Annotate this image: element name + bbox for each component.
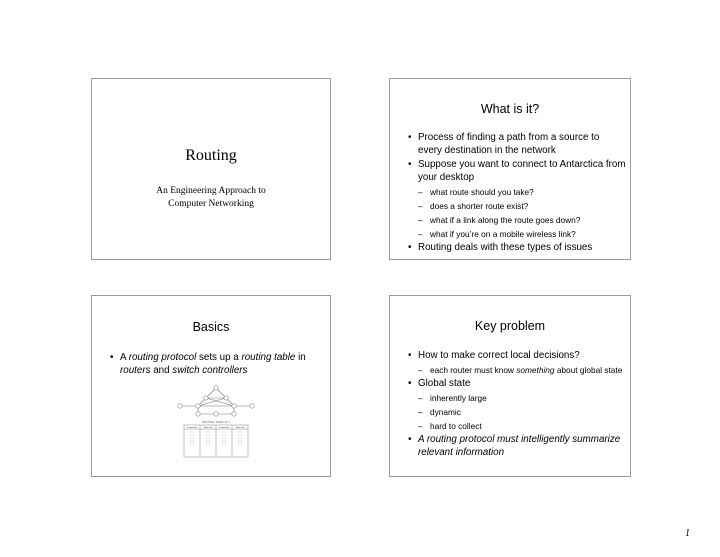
sub-bullet-item: [406, 365, 626, 376]
slide1-subtitle: [92, 185, 330, 211]
text-run: in: [295, 352, 306, 363]
text-run: A: [120, 352, 129, 363]
bullet-item: • A routing protocol must intelligently summarize relevant information: [406, 434, 626, 459]
bullet-item: [108, 352, 323, 377]
slide3-title: Basics: [192, 320, 230, 334]
sub-bullet-item: – hard to collect: [406, 420, 626, 432]
slide1-title: Routing: [185, 147, 237, 164]
sub-bullet-item: – what if you’re on a mobile wireless link?: [406, 228, 626, 240]
sub-bullet-item: – does a shorter route exist?: [406, 200, 626, 212]
sub-bullet-item: – what if a link along the route goes down?: [406, 214, 626, 226]
emphasis-run: routing table: [241, 352, 296, 363]
bullet-item: • Suppose you want to connect to Antarctica from your desktop: [406, 159, 626, 184]
text-run: each router must know: [430, 364, 517, 375]
slide2-title: What is it?: [480, 102, 540, 116]
network-diagram: [176, 384, 256, 460]
sub-bullet-item: – dynamic: [406, 406, 626, 418]
text-run: about global state: [554, 364, 623, 375]
slide-what-is-it: [389, 78, 631, 260]
emphasis-run: something: [516, 364, 555, 375]
sub-bullet-item: – inherently large: [406, 392, 626, 404]
slide-title: [91, 78, 331, 260]
text-run: sets up a: [196, 352, 242, 363]
table-header: Next hop: [203, 427, 213, 429]
slide4-bullets: [406, 350, 626, 461]
bullet-item: • How to make correct local decisions?: [406, 350, 626, 363]
slide-key-problem: [389, 295, 631, 477]
emphasis-run: switch controllers: [172, 364, 248, 376]
table-header: Destination: [218, 427, 230, 429]
subtitle-line-1: An Engineering Approach to: [156, 186, 266, 196]
table-header: Next hop: [235, 427, 245, 429]
sub-bullet-item: – what route should you take?: [406, 186, 626, 198]
emphasis-run: routers: [120, 364, 151, 376]
bullet-item: • Routing deals with these types of issues: [406, 242, 626, 255]
table-header: Destination: [186, 427, 198, 429]
slide3-bullets: [108, 352, 323, 379]
diagram-caption: ROUTING TABLE AT 1: [201, 421, 231, 424]
slide4-title: Key problem: [474, 319, 546, 333]
bullet-item: • Global state: [406, 378, 626, 391]
subtitle-line-2: Computer Networking: [168, 199, 254, 209]
slide-basics: [91, 295, 331, 477]
text-run: and: [150, 364, 173, 376]
bullet-item: • Process of finding a path from a source to every destination in the network: [406, 132, 626, 157]
emphasis-run: routing protocol: [128, 352, 197, 363]
page-number: 1: [685, 528, 690, 539]
slide2-bullets: [406, 132, 626, 257]
